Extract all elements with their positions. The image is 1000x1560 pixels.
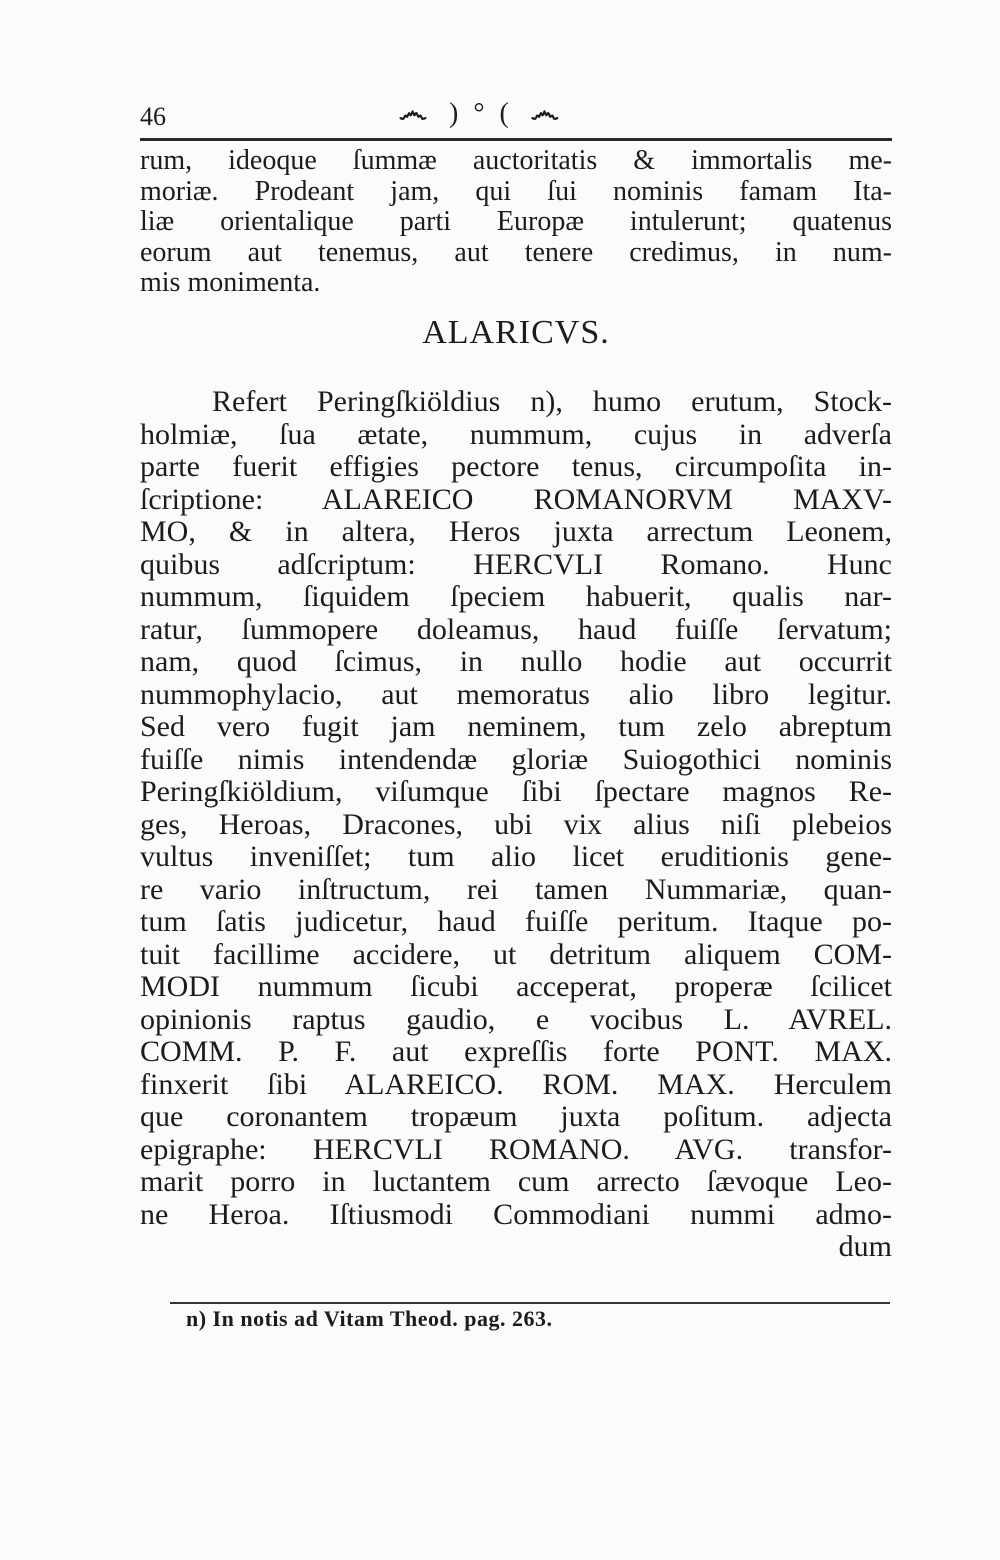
header-rule [140,138,892,141]
main-line: dum [838,1230,892,1263]
main-line: que coronantem tropæum juxta poſitum. adjecta [140,1100,892,1133]
main-line: ratur, ſummopere doleamus, haud fuiſſe ſervatum; [140,612,892,646]
main-line: vultus inveniſſet; tum alio licet eruditionis gene- [140,840,892,873]
main-line: ges, Heroas, Dracones, ubi vix alius niſi plebeios [140,807,892,841]
intro-line: mis monimenta. [140,267,321,298]
ornament-left-icon: ෴ [398,96,432,129]
main-line: nam, quod ſcimus, in nullo hodie aut occurrit [140,645,892,678]
main-line: fuiſſe nimis intendendæ gloriæ Suiogothici nominis [140,742,892,776]
main-line: Sed vero fugit jam neminem, tum zelo abreptum [140,710,892,743]
main-paragraph [140,386,892,1264]
main-line: holmiæ, ſua ætate, nummum, cujus in adverſa [140,417,892,451]
intro-line: eorum aut tenemus, aut tenere credimus, in num- [140,236,892,268]
intro-line: rum, ideoque ſummæ auctoritatis & immortalis me- [140,145,892,176]
main-line: ſcriptione: ALAREICO ROMANORVM MAXV- [140,482,892,516]
page-number: 46 [140,102,166,131]
main-line: marit porro in luctantem cum arrecto ſævoque Leo- [140,1165,892,1198]
main-line: nummophylacio, aut memoratus alio libro legitur. [140,677,892,711]
main-line: Peringſkiöldium, viſumque ſibi ſpectare magnos Re- [140,775,892,808]
header-ornament [395,96,567,130]
intro-line: liæ orientalique parti Europæ intulerunt; quatenus [140,206,892,237]
main-line: ne Heroa. Iſtiusmodi Commodiani nummi admo- [140,1197,892,1231]
ornament-mid: ) ° ( [449,98,513,129]
footnote-rule [170,1302,890,1304]
main-line: parte fuerit effigies pectore tenus, circumpoſita in- [140,450,892,483]
running-header [140,96,892,136]
section-heading: ALARICVS. [422,314,610,351]
main-line: epigraphe: HERCVLI ROMANO. AVG. transfor- [140,1132,892,1166]
intro-paragraph [140,146,892,299]
main-line: MO, & in altera, Heros juxta arrectum Leonem, [140,515,892,548]
main-line: Refert Peringſkiöldius n), humo erutum, Stock- [212,385,892,418]
ornament-right-icon: ෴ [530,96,564,129]
main-line: nummum, ſiquidem ſpeciem habuerit, qualis nar- [140,580,892,613]
main-line: quibus adſcriptum: HERCVLI Romano. Hunc [140,547,892,581]
main-line: MODI nummum ſicubi acceperat, properæ ſcilicet [140,970,892,1003]
main-line: COMM. P. F. aut expreſſis forte PONT. MAX. [140,1035,892,1068]
main-line: re vario inſtructum, rei tamen Nummariæ, quan- [140,872,892,906]
intro-line: moriæ. Prodeant jam, qui ſui nominis famam Ita- [140,175,892,207]
main-line: finxerit ſibi ALAREICO. ROM. MAX. Herculem [140,1067,892,1101]
main-line: opinionis raptus gaudio, e vocibus L. AVREL. [140,1002,892,1036]
main-line: tuit facillime accidere, ut detritum aliquem COM- [140,937,892,971]
footnote: n) In notis ad Vitam Theod. pag. 263. [186,1306,553,1331]
main-line: tum ſatis judicetur, haud fuiſſe peritum. Itaque po- [140,905,892,938]
